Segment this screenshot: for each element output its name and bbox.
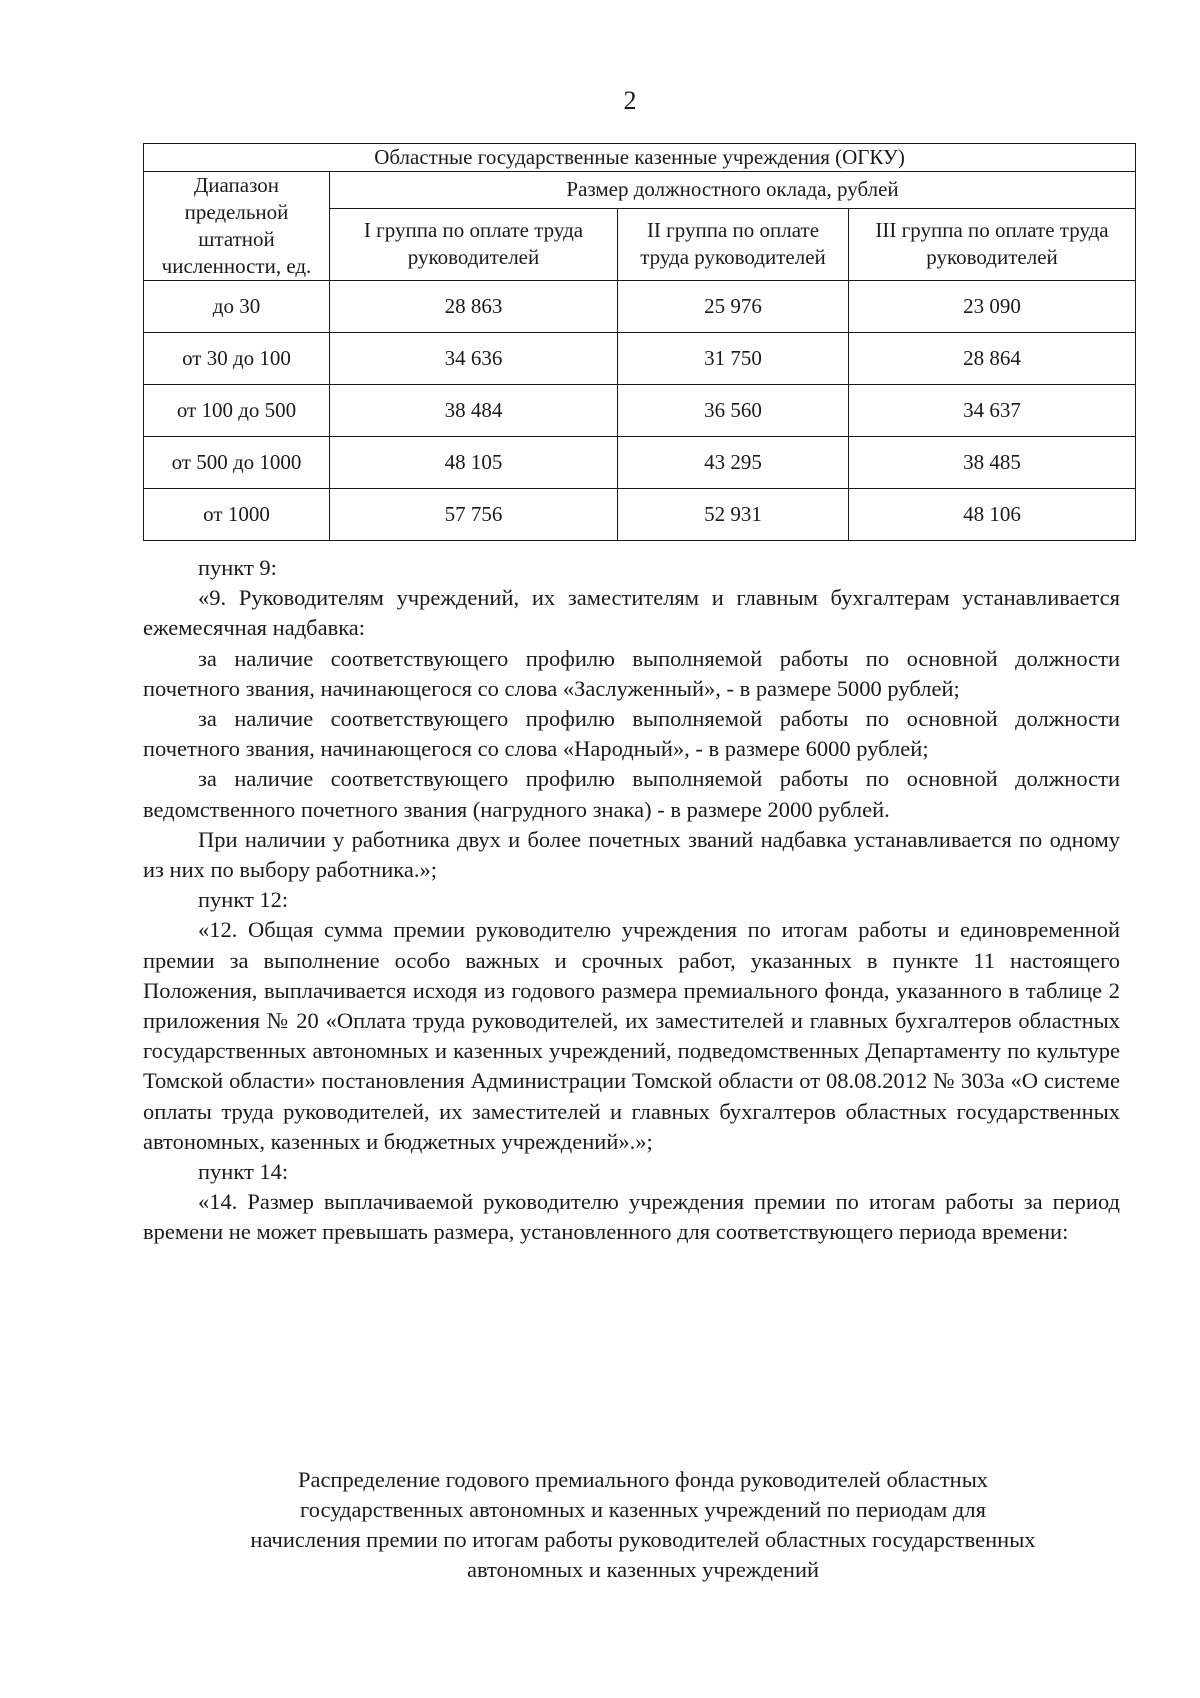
page-number: 2 [623, 86, 637, 115]
clause-12-text: «12. Общая сумма премии руководителю учреждения по итогам работы и единовременной премии за выполнение особо важных и срочных работ, указанных в пункте 11 настоящего Положения, выплачивается исходя из годового размера премиального фонда, указанного в таблице 2 приложения № 20 «Оплата труда руководителей, их заместителей и главных бухгалтеров областных государственных автономных и казенных учреждений, подведомственных Департаменту по культуре Томской области» постановления Администрации Томской области от 08.08.2012 № 303а «О системе оплаты труда руководителей, их заместителей и главных бухгалтеров областных государственных автономных, казенных и бюджетных учреждений».»; [143, 917, 1120, 1154]
group-1-cell: 28 863 [330, 281, 618, 333]
table-row [144, 489, 1136, 541]
clause-9-multiple-titles: При наличии у работника двух и более почетных званий надбавка устанавливается по одному из них по выбору работника.»; [143, 826, 1120, 883]
salary-table [143, 143, 1136, 541]
caption-line: государственных автономных и казенных учреждений по периодам для [300, 1497, 986, 1522]
table-title-row [144, 144, 1136, 172]
clause-14-text: «14. Размер выплачиваемой руководителю учреждения премии по итогам работы за период времени не может превышать размера, установленного для соответствующего периода времени: [143, 1189, 1120, 1245]
range-cell: от 500 до 1000 [144, 437, 330, 489]
group-2-cell: 52 931 [618, 489, 849, 541]
group-1-cell: 38 484 [330, 385, 618, 437]
caption-line: начисления премии по итогам работы руководителей областных государственных [250, 1527, 1036, 1552]
range-cell: от 100 до 500 [144, 385, 330, 437]
group-3-cell: 38 485 [849, 437, 1136, 489]
caption-line: автономных и казенных учреждений [466, 1557, 820, 1582]
group-2-cell: 43 295 [618, 437, 849, 489]
body-text [143, 553, 1120, 1248]
range-column-header: Диапазон предельной штатной численности, ед. [144, 172, 330, 281]
group-3-cell: 48 106 [849, 489, 1136, 541]
range-cell: до 30 [144, 281, 330, 333]
group-3-cell: 34 637 [849, 385, 1136, 437]
group-1-cell: 48 105 [330, 437, 618, 489]
table-row [144, 281, 1136, 333]
salary-header: Размер должностного оклада, рублей [330, 172, 1136, 209]
clause-9-people-title: за наличие соответствующего профилю выполняемой работы по основной должности почетного звания, начинающегося со слова «Народный», - в размере 6000 рублей; [143, 706, 1120, 762]
clause-14-heading: пункт 14: [198, 1159, 289, 1185]
clause-9-heading: пункт 9: [198, 555, 277, 580]
group-3-cell: 23 090 [849, 281, 1136, 333]
range-cell: от 1000 [144, 489, 330, 541]
clause-9-departmental-title: за наличие соответствующего профилю выполняемой работы по основной должности ведомственного почетного звания (нагрудного знака) - в размере 2000 рублей. [143, 766, 1120, 822]
table-title: Областные государственные казенные учреждения (ОГКУ) [144, 144, 1136, 172]
clause-9-intro: «9. Руководителям учреждений, их заместителям и главным бухгалтерам устанавливается ежемесячная надбавка: [143, 585, 1120, 641]
table-row [144, 385, 1136, 437]
group-3-cell: 28 864 [849, 333, 1136, 385]
group-1-cell: 57 756 [330, 489, 618, 541]
group-2-cell: 36 560 [618, 385, 849, 437]
clause-12-heading: пункт 12: [198, 887, 289, 913]
group-1-cell: 34 636 [330, 333, 618, 385]
group-2-cell: 25 976 [618, 281, 849, 333]
group-2-header: II группа по оплате труда руководителей [618, 208, 849, 280]
caption-line: Распределение годового премиального фонда руководителей областных [297, 1467, 989, 1492]
table-caption [143, 1465, 1143, 1585]
range-cell: от 30 до 100 [144, 333, 330, 385]
table-row [144, 437, 1136, 489]
clause-9-honored-title: за наличие соответствующего профилю выполняемой работы по основной должности почетного звания, начинающегося со слова «Заслуженный», - в размере 5000 рублей; [143, 645, 1120, 701]
table-row [144, 333, 1136, 385]
group-1-header: I группа по оплате труда руководителей [330, 208, 618, 280]
group-2-cell: 31 750 [618, 333, 849, 385]
table-header-row [144, 172, 1136, 209]
group-3-header: III группа по оплате труда руководителей [849, 208, 1136, 280]
